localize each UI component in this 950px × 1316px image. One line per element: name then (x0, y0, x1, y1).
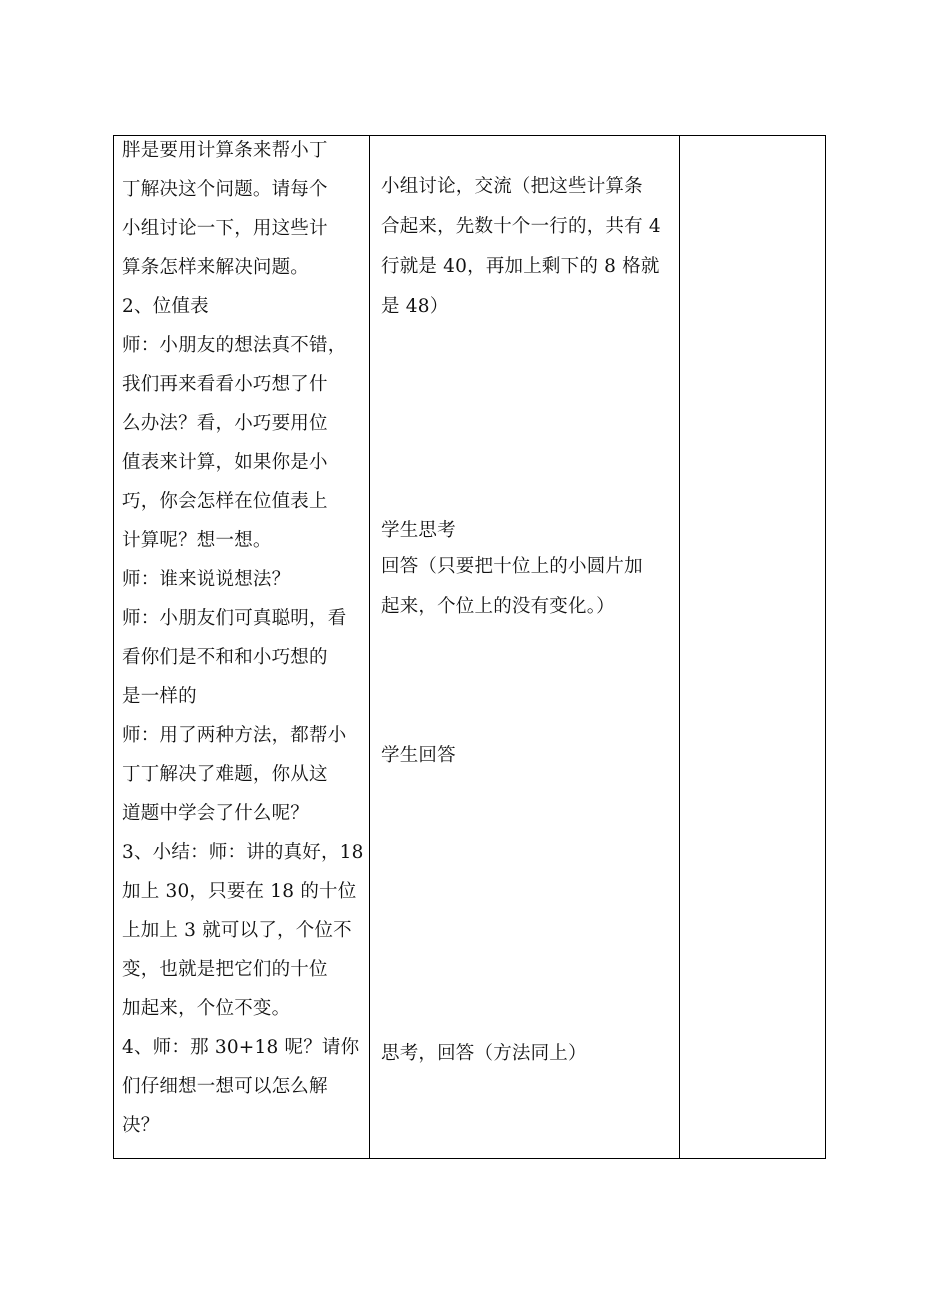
student-text-line: 学生思考 (381, 520, 456, 541)
teacher-text-line: 师：小朋友的想法真不错， (122, 335, 347, 356)
student-text-line: 起来，个位上的没有变化。） (381, 596, 615, 617)
column-divider (369, 136, 370, 1158)
teacher-text-line: 小组讨论一下，用这些计 (122, 218, 328, 239)
teacher-text-line: 丁丁解决了难题，你从这 (122, 764, 328, 785)
teacher-text-line: 们仔细想一想可以怎么解 (122, 1076, 328, 1097)
teacher-text-line: 上加上 3 就可以了，个位不 (122, 920, 352, 941)
student-text-line: 思考，回答（方法同上） (381, 1043, 587, 1064)
teacher-text-line: 算条怎样来解决问题。 (122, 257, 310, 278)
lesson-plan-table (113, 135, 826, 1159)
teacher-text-line: 计算呢？想一想。 (122, 530, 272, 551)
teacher-text-line: 加上 30，只要在 18 的十位 (122, 881, 357, 902)
teacher-text-line: 胖是要用计算条来帮小丁 (122, 140, 328, 161)
student-text-line: 合起来，先数十个一行的，共有 4 (381, 216, 661, 237)
teacher-text-line: 是一样的 (122, 686, 197, 707)
teacher-text-line: 么办法？看，小巧要用位 (122, 413, 328, 434)
student-text-line: 小组讨论，交流（把这些计算条 (381, 176, 643, 197)
teacher-text-line: 师：谁来说说想法？ (122, 569, 291, 590)
teacher-text-line: 3、小结：师：讲的真好，18 (122, 842, 364, 863)
column-divider (679, 136, 680, 1158)
student-text-line: 行就是 40，再加上剩下的 8 格就 (381, 256, 660, 277)
teacher-text-line: 4、师：那 30+18 呢？请你 (122, 1037, 360, 1058)
teacher-text-line: 决？ (122, 1115, 160, 1136)
teacher-text-line: 变，也就是把它们的十位 (122, 959, 328, 980)
teacher-text-line: 我们再来看看小巧想了什 (122, 374, 328, 395)
teacher-text-line: 师：用了两种方法，都帮小 (122, 725, 347, 746)
teacher-text-line: 2、位值表 (122, 296, 209, 317)
teacher-text-line: 看你们是不和和小巧想的 (122, 647, 328, 668)
student-text-line: 学生回答 (381, 745, 456, 766)
teacher-text-line: 巧，你会怎样在位值表上 (122, 491, 328, 512)
teacher-text-line: 值表来计算，如果你是小 (122, 452, 328, 473)
teacher-text-line: 加起来，个位不变。 (122, 998, 291, 1019)
teacher-text-line: 丁解决这个问题。请每个 (122, 179, 328, 200)
student-text-line: 是 48） (381, 296, 449, 317)
student-text-line: 回答（只要把十位上的小圆片加 (381, 556, 643, 577)
teacher-text-line: 道题中学会了什么呢？ (122, 803, 310, 824)
teacher-text-line: 师：小朋友们可真聪明，看 (122, 608, 347, 629)
